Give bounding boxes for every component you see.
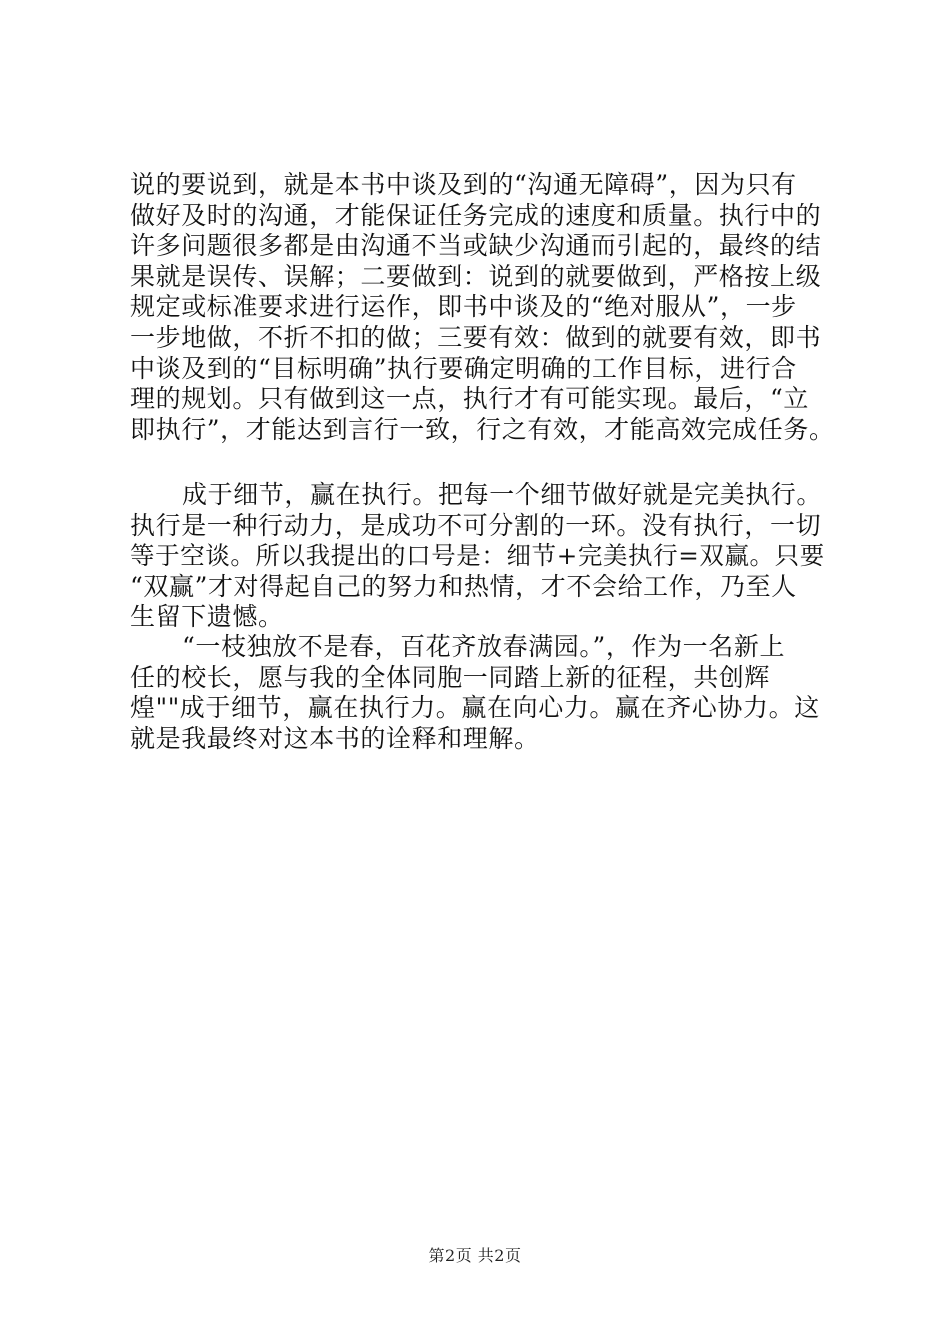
paragraph-line: 规定或标准要求进行运作，即书中谈及的“绝对服从”，一步 [130, 292, 797, 322]
paragraph-line: 果就是误传、误解；二要做到：说到的就要做到，严格按上级 [130, 261, 822, 291]
paragraph-line: 就是我最终对这本书的诠释和理解。 [130, 723, 540, 753]
page-number-footer: 第2页 共2页 [428, 1246, 522, 1265]
paragraph-1 [130, 170, 835, 445]
paragraph-line: 等于空谈。所以我提出的口号是：细节+完美执行=双赢。只要 [130, 541, 825, 571]
paragraph-line: 一步地做，不折不扣的做；三要有效：做到的就要有效，即书 [130, 322, 822, 352]
paragraph-line: 理的规划。只有做到这一点，执行才有可能实现。最后，“立 [130, 384, 809, 414]
paragraph-line: 说的要说到，就是本书中谈及到的“沟通无障碍”，因为只有 [130, 170, 797, 199]
paragraph-line: 煌""成于细节，赢在执行力。赢在向心力。赢在齐心协力。这 [130, 693, 820, 723]
paragraph-line: 许多问题很多都是由沟通不当或缺少沟通而引起的，最终的结 [130, 231, 822, 261]
paragraph-line: 执行是一种行动力，是成功不可分割的一环。没有执行，一切 [130, 510, 822, 540]
paragraph-line: 做好及时的沟通，才能保证任务完成的速度和质量。执行中的 [130, 200, 822, 230]
paragraph-3 [130, 632, 835, 754]
paragraph-line: 任的校长，愿与我的全体同胞一同踏上新的征程，共创辉 [130, 662, 771, 692]
paragraph-line: “双赢”才对得起自己的努力和热情，才不会给工作，乃至人 [130, 571, 797, 601]
paragraph-line: 中谈及到的“目标明确”执行要确定明确的工作目标，进行合 [130, 353, 797, 383]
paragraph-line: 成于细节，赢在执行。把每一个细节做好就是完美执行。 [182, 480, 823, 509]
paragraph-line: “一枝独放不是春，百花齐放春满园。”，作为一名新上 [182, 632, 786, 661]
paragraph-line: 生留下遗憾。 [130, 602, 284, 632]
paragraph-line: 即执行”，才能达到言行一致，行之有效，才能高效完成任务。 [130, 414, 835, 444]
paragraph-2 [130, 480, 835, 633]
